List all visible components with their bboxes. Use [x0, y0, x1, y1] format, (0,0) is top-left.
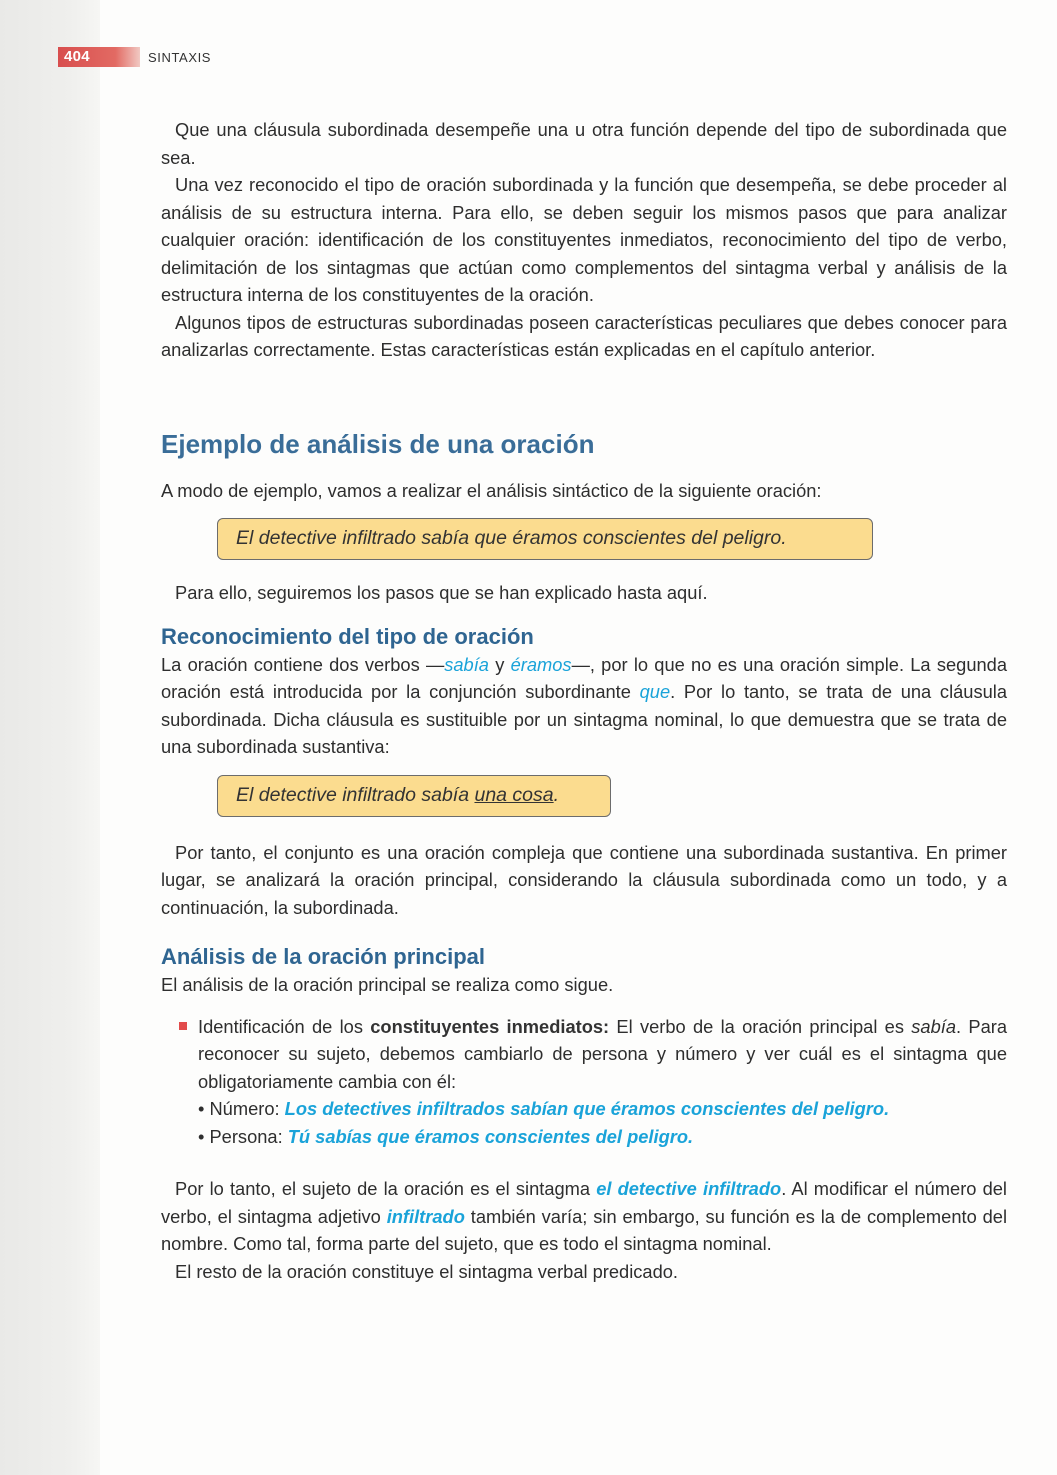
subject-highlight: el detective infiltrado [596, 1178, 782, 1199]
intro-paragraph-1: Que una cláusula subordinada desempeñe una u otra función depende del tipo de subordinada que sea. [161, 119, 1007, 168]
square-bullet-icon [179, 1022, 187, 1030]
verb-highlight: sabía [444, 653, 489, 675]
principal-conclusion: Por lo tanto, el sujeto de la oración es el sintagma el detective infiltrado. Al modificar el número del verbo, el sintagma adjetivo infiltrado también varía; sin embargo, su función es la de complemento del nombre. Como tal, forma parte del sujeto, que es todo el sintagma nominal. [161, 1178, 1008, 1254]
running-head: SINTAXIS [148, 50, 212, 65]
substitution-example-box: El detective infiltrado sabía una cosa. [217, 775, 611, 817]
reconocimiento-paragraph: La oración contiene dos verbos —sabía y éramos—, por lo que no es una oración simple. La segunda oración está introducida por la conjunción subordinante que. Por lo tanto, se trata de una cláusula subordinada. Dicha cláusula es sustituible por un sintagma nominal, lo que demuestra que se trata de una subordinada sustantiva: [161, 653, 1007, 757]
page-number-badge: 404 [58, 47, 140, 67]
principal-title: Análisis de la oración principal [161, 944, 485, 969]
reconocimiento-conclusion: Por tanto, el conjunto es una oración compleja que contiene una subordinada sustantiva. En primer lugar, se analizará la oración principal, considerando la cláusula subordinada como un todo, y a continuación, la subordinada. [161, 841, 1007, 918]
list-item [161, 1013, 1007, 1151]
underlined-noun-phrase: una cosa [474, 783, 554, 806]
example-sentence-box: El detective infiltrado sabía que éramos conscientes del peligro. [217, 518, 873, 560]
principal-final: El resto de la oración constituye el sintagma verbal predicado. [175, 1260, 679, 1282]
section-title: Ejemplo de análisis de una oración [161, 428, 595, 459]
page-margin-strip [0, 0, 100, 1475]
key-term: constituyentes inmediatos: [370, 1015, 610, 1037]
conjunction-highlight: que [639, 681, 671, 702]
bullet-text: Identificación de los constituyentes inmediatos: El verbo de la oración principal es sabía. Para reconocer su sujeto, debemos cambiarlo de persona y número y ver cuál es el sintagma que obligatoriamente cambia con él: [198, 1015, 1007, 1092]
section-lead: A modo de ejemplo, vamos a realizar el análisis sintáctico de la siguiente oración: [161, 479, 822, 501]
intro-paragraph-3: Algunos tipos de estructuras subordinadas poseen características peculiares que debes conocer para analizarlas correctamente. Estas características están explicadas en el capítulo anterior. [161, 311, 1007, 360]
adjective-highlight: infiltrado [386, 1205, 465, 1227]
persona-example: • Persona: Tú sabías que éramos conscientes del peligro. [198, 1125, 694, 1147]
intro-paragraph-2: Una vez reconocido el tipo de oración subordinada y la función que desempeña, se debe proceder al análisis de su estructura interna. Para ello, se deben seguir los mismos pasos que para analizar cualquier oración: identificación de los constituyentes inmediatos, reconocimiento del tipo de verbo, delimitación de los sintagmas que actúan como complementos del sintagma verbal y análisis de la estructura interna de los constituyentes de la oración. [161, 174, 1007, 305]
section-after-text: Para ello, seguiremos los pasos que se han explicado hasta aquí. [175, 582, 708, 603]
numero-example: • Número: Los detectives infiltrados sabían que éramos conscientes del peligro. [198, 1098, 890, 1119]
verb-highlight: éramos [510, 653, 572, 675]
page-content [161, 116, 1007, 1285]
reconocimiento-title: Reconocimiento del tipo de oración [161, 623, 534, 649]
principal-lead: El análisis de la oración principal se realiza como sigue. [161, 974, 614, 995]
